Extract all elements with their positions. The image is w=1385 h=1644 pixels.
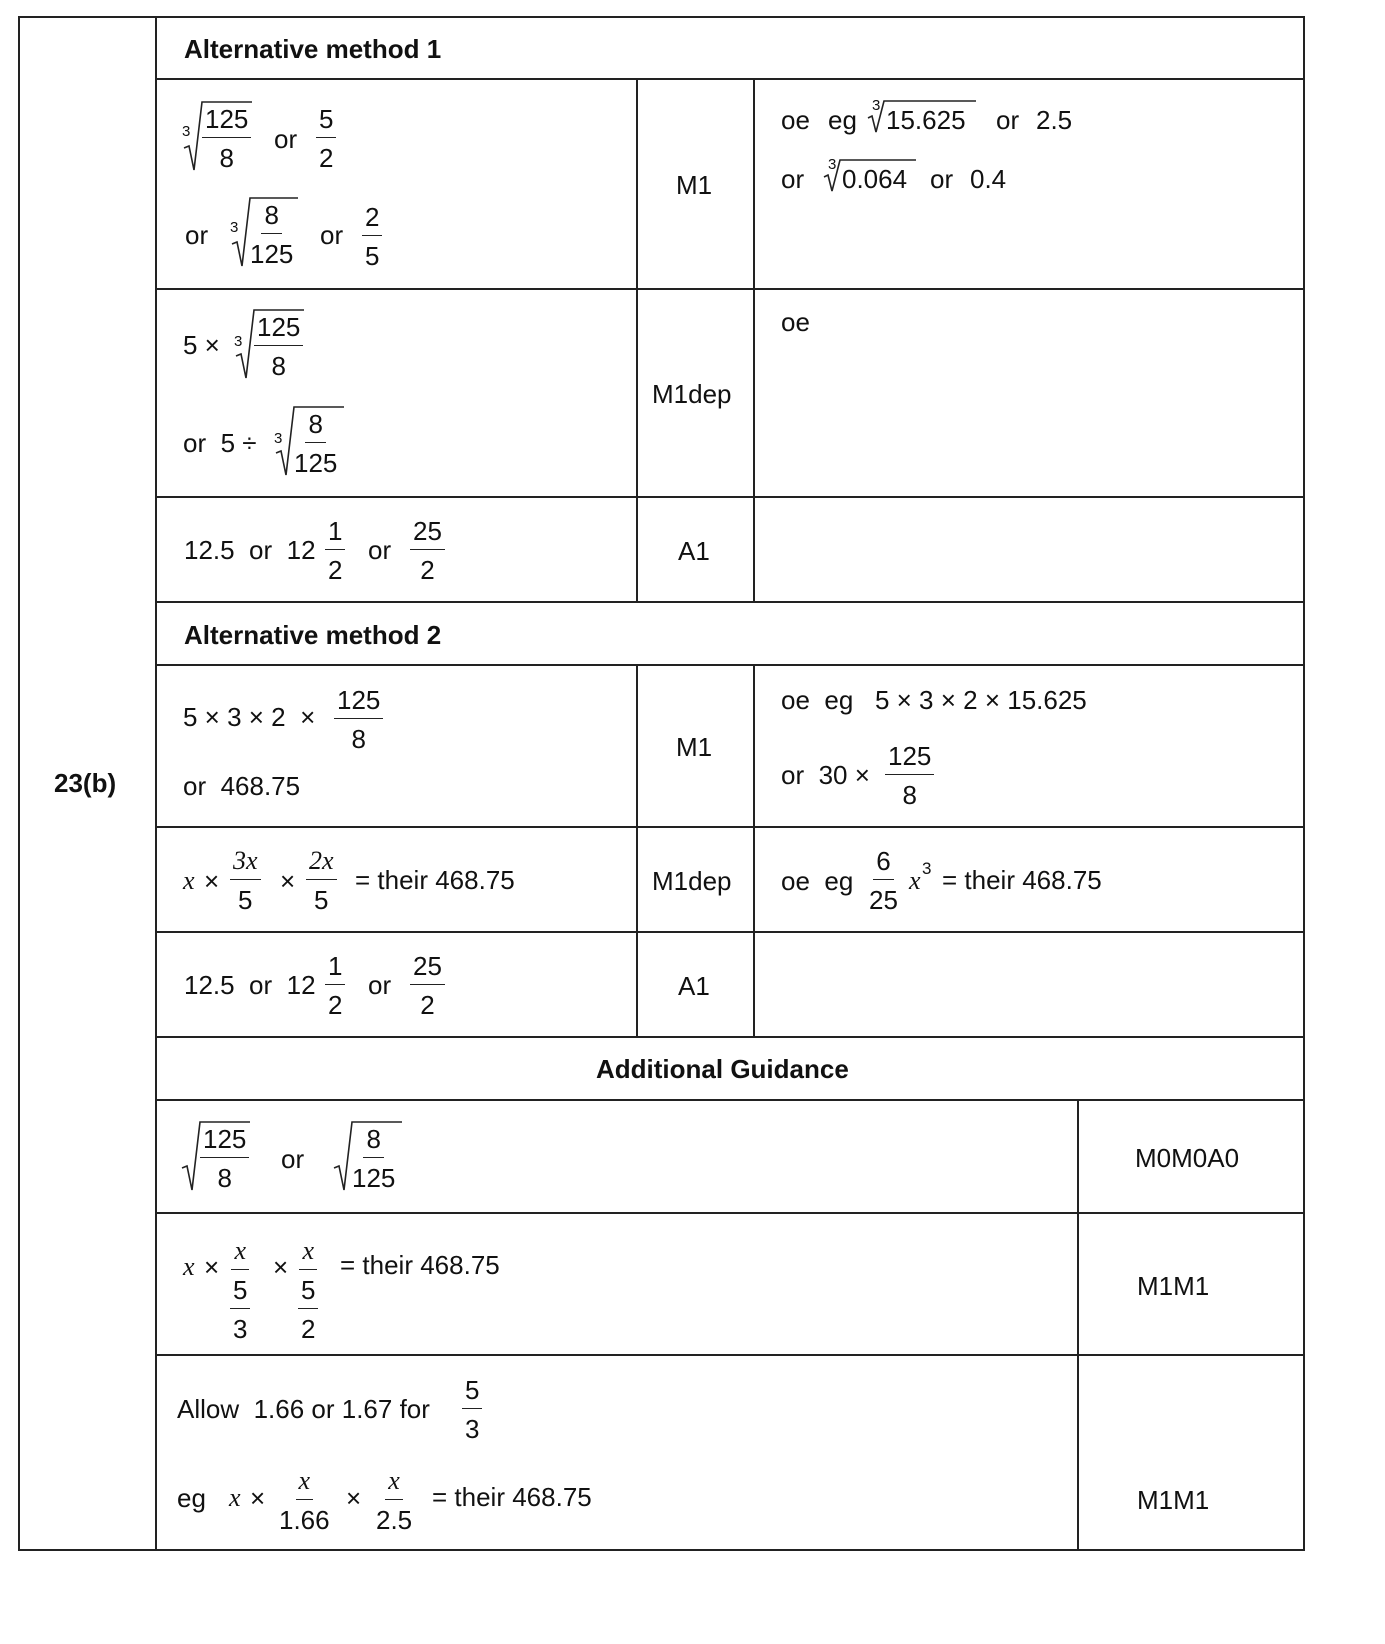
or-text: or xyxy=(281,1144,305,1174)
comment-oe: oe xyxy=(781,105,810,135)
row-divider xyxy=(155,664,1305,666)
variable-x: x xyxy=(183,1252,195,1281)
mark-a1: A1 xyxy=(678,536,710,566)
fraction-1-over-2: $\frac{1}{2}$ xyxy=(325,518,345,583)
comment-eg: eg xyxy=(828,105,857,135)
equals-their-value: = their 468.75 xyxy=(942,865,1102,895)
or-text: or xyxy=(781,164,805,194)
table-border-right xyxy=(1303,16,1305,1550)
or-text: or xyxy=(368,970,392,1000)
mark-column-divider xyxy=(636,664,638,1037)
fraction-2-over-5: $\frac{2}{5}$ xyxy=(362,204,382,269)
variable-x: x xyxy=(183,866,195,895)
row-divider xyxy=(155,288,1305,290)
or-text: or xyxy=(274,124,298,154)
mark-m1dep: M1dep xyxy=(652,866,732,896)
table-border-bottom xyxy=(18,1549,1305,1551)
equals-their-value: = their 468.75 xyxy=(340,1250,500,1280)
answer-12-5: 12.5 or 12 xyxy=(184,535,316,565)
product-expression: 5 × 3 × 2 × xyxy=(183,702,316,732)
additional-guidance-heading: Additional Guidance xyxy=(596,1054,849,1084)
fraction-25-over-2: $\frac{25}{2}$ xyxy=(410,518,445,583)
row-divider xyxy=(155,78,1305,80)
fraction-1-over-2: $\frac{1}{2}$ xyxy=(325,953,345,1018)
table-border-left xyxy=(18,16,20,1550)
comment-line-2: or 30 × xyxy=(781,760,870,790)
allow-text: Allow 1.66 or 1.67 for xyxy=(177,1394,430,1424)
row-divider xyxy=(155,601,1305,603)
fraction-125-over-8: $\frac{125}{8}$ xyxy=(334,687,383,752)
question-column-divider xyxy=(155,16,157,1550)
row-divider xyxy=(155,496,1305,498)
value-0-4: 0.4 xyxy=(970,164,1007,194)
mark-a1: A1 xyxy=(678,971,710,1001)
method-2-heading: Alternative method 2 xyxy=(184,620,442,650)
fraction-x-over-2-5: $\frac{x}{2.5}$ xyxy=(376,1466,413,1535)
or-text: or xyxy=(368,535,392,565)
row-divider xyxy=(155,826,1305,828)
times-sign: × xyxy=(204,1252,220,1282)
fraction-x-over-1-66: $\frac{x}{1.66}$ xyxy=(279,1466,330,1535)
equals-their-value: = their 468.75 xyxy=(355,865,515,895)
mark-m1m1: M1M1 xyxy=(1137,1271,1210,1301)
fraction-25-over-2: $\frac{25}{2}$ xyxy=(410,953,445,1018)
comment-oe: oe xyxy=(781,307,810,337)
mark-column-divider xyxy=(636,78,638,602)
method-1-heading: Alternative method 1 xyxy=(184,34,442,64)
table-border-top xyxy=(18,16,1305,18)
variable-x: x xyxy=(909,866,921,895)
comment-column-divider xyxy=(753,664,755,1037)
times-sign: × xyxy=(280,866,296,896)
mark-m0m0a0: M0M0A0 xyxy=(1135,1143,1240,1173)
times-sign: × xyxy=(250,1483,266,1513)
compound-fraction-x-over-5-over-3: x 5 3 xyxy=(230,1238,250,1342)
fraction-125-over-8: $\frac{125}{8}$ xyxy=(885,743,934,808)
eg-text: eg xyxy=(177,1483,206,1513)
answer-12-5: 12.5 or 12 xyxy=(184,970,316,1000)
comment-column-divider xyxy=(753,78,755,602)
exponent-3: 3 xyxy=(922,859,932,878)
or-text: or xyxy=(185,220,209,250)
times-sign: × xyxy=(346,1483,362,1513)
compound-fraction-x-over-5-over-2: x 5 2 xyxy=(298,1238,318,1342)
five-times: 5 × xyxy=(183,330,220,360)
or-text: or xyxy=(996,105,1020,135)
mark-m1: M1 xyxy=(676,170,713,200)
question-number: 23(b) xyxy=(54,768,117,798)
or-five-divide: or 5 ÷ xyxy=(183,428,257,458)
row-divider xyxy=(155,1212,1305,1214)
times-sign: × xyxy=(273,1252,289,1282)
fraction-6-over-25: $\frac{6}{25}$ xyxy=(869,846,898,915)
comment-oe-eg: oe eg xyxy=(781,866,854,896)
fraction-3x-over-5: $\frac{3x}{5}$ xyxy=(230,848,261,913)
fraction-5-over-2: $\frac{5}{2}$ xyxy=(316,106,336,171)
fraction-5-over-3: $\frac{5}{3}$ xyxy=(462,1377,482,1442)
times-sign: × xyxy=(204,866,220,896)
mark-m1m1: M1M1 xyxy=(1137,1485,1210,1515)
row-divider xyxy=(155,931,1305,933)
or-468-75: or 468.75 xyxy=(183,771,301,801)
or-text: or xyxy=(320,220,344,250)
mark-m1dep: M1dep xyxy=(652,379,732,409)
equals-their-value: = their 468.75 xyxy=(432,1482,592,1512)
or-text: or xyxy=(930,164,954,194)
value-2-5: 2.5 xyxy=(1036,105,1073,135)
variable-x: x xyxy=(229,1483,241,1512)
guidance-mark-divider xyxy=(1077,1099,1079,1550)
row-divider xyxy=(155,1036,1305,1038)
row-divider xyxy=(155,1099,1305,1101)
row-divider xyxy=(155,1354,1305,1356)
comment-line-1: oe eg 5 × 3 × 2 × 15.625 xyxy=(781,685,1087,715)
mark-m1: M1 xyxy=(676,732,713,762)
fraction-2x-over-5: $\frac{2x}{5}$ xyxy=(306,848,337,913)
